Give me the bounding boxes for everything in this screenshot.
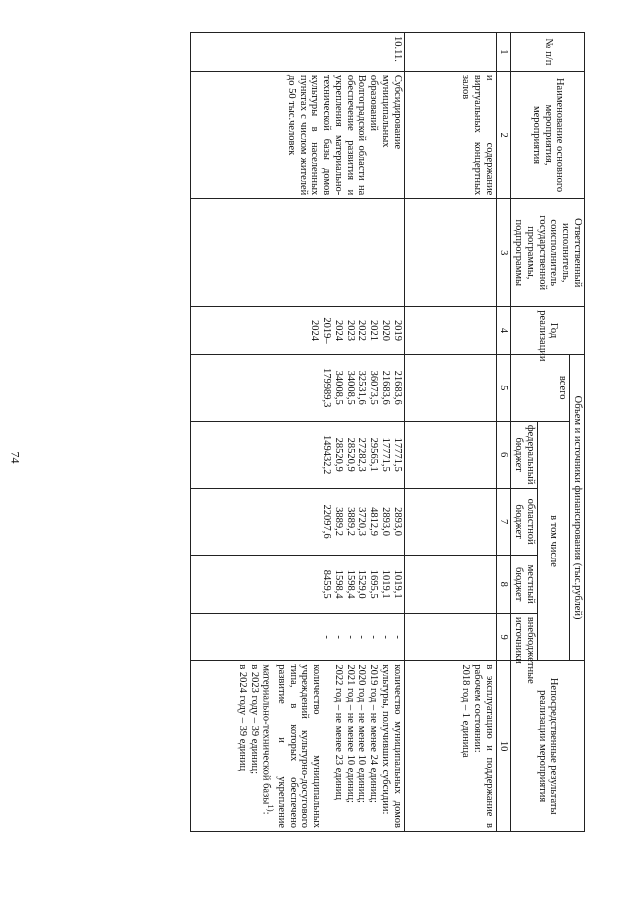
cont-result: в эксплуатацию и поддержание в рабочем состоянии: 2018 год – 1 единица (404, 661, 496, 832)
cont-number (404, 33, 496, 72)
header-including: в том числе (538, 421, 570, 661)
result-1-year: 2022 год – не менее 23 единиц (333, 664, 344, 801)
item-regional (190, 488, 404, 555)
value: 1019,1 (391, 569, 403, 599)
value: 27282,3 (356, 437, 368, 472)
value: - (391, 635, 403, 639)
year: 2024 (333, 319, 344, 341)
value: 3720,3 (356, 507, 368, 537)
col-num: 5 (496, 354, 511, 421)
value: 1598,4 (333, 569, 344, 599)
item-number: 10.11. (190, 33, 404, 72)
header-local: местный бюджет (511, 555, 538, 613)
header-year: Год реализации (511, 307, 585, 355)
value: 28520,9 (333, 437, 344, 472)
item-local (190, 555, 404, 613)
item-executor (190, 199, 404, 307)
col-num: 8 (496, 555, 511, 613)
col-num: 6 (496, 421, 511, 488)
header-funding: Объем и источники финансирования (тыс.рублей) (570, 354, 585, 661)
value: - (368, 635, 380, 639)
col-num: 9 (496, 613, 511, 661)
value: 1598,4 (344, 569, 356, 599)
cont-total (404, 354, 496, 421)
year: 2023 (344, 319, 356, 341)
value: 1695,5 (368, 569, 380, 599)
item-years (190, 307, 404, 355)
cont-regional (404, 488, 496, 555)
value: 1019,1 (380, 569, 391, 599)
cont-federal (404, 421, 496, 488)
value: 2893,0 (380, 507, 391, 537)
cont-local (404, 555, 496, 613)
year: 2020 (380, 319, 391, 341)
year: 2022 (356, 319, 368, 341)
result-2: количество муниципальных учреждений культурно-досугового типа, в которых обеспечено развитие и укрепление материально-технической базы$^{1)}$: (260, 664, 323, 828)
footnote-mark: 1) (266, 804, 277, 812)
cont-extra (404, 613, 496, 661)
year: 2021 (368, 319, 380, 341)
header-total: всего (511, 354, 570, 421)
item-extra (190, 613, 404, 661)
page-number: 74 (8, 451, 23, 464)
continuation-row (404, 33, 496, 832)
value: 21683,6 (380, 370, 391, 405)
col-num: 1 (496, 33, 511, 72)
header-number: № п/п (511, 33, 585, 72)
value: - (344, 635, 356, 639)
result-1-year: 2019 год – не менее 24 единиц; (368, 664, 380, 803)
value: - (356, 635, 368, 639)
item-total (190, 354, 404, 421)
col-num: 3 (496, 199, 511, 307)
column-number-row (496, 33, 511, 832)
value: 17771,5 (391, 437, 403, 472)
value: 2893,0 (391, 507, 403, 537)
cont-name: и содержание виртуальных концертных залов (404, 71, 496, 198)
header-row-1 (570, 33, 585, 832)
value: 17771,5 (380, 437, 391, 472)
result-1-year: 2020 год – не менее 10 единиц; (356, 664, 368, 803)
cont-year (404, 307, 496, 355)
header-name: Наименование основного мероприятия, мероприятия (511, 71, 585, 198)
value: 179989,3 (321, 368, 333, 408)
item-federal (190, 421, 404, 488)
value: 8459,5 (321, 569, 333, 599)
year: 2019 (391, 319, 403, 341)
value: 149432,2 (321, 434, 333, 475)
header-federal: федеральный бюджет (511, 421, 538, 488)
header-result: Непосредственные результаты реализации мероприятия (511, 661, 585, 832)
header-regional: областной бюджет (511, 488, 538, 555)
value: - (321, 635, 333, 639)
value: 1529,0 (356, 569, 368, 599)
value: 3889,2 (344, 507, 356, 537)
result-1-year: 2021 год – не менее 10 единиц; (344, 664, 356, 803)
year: 2019–2024 (309, 317, 333, 344)
result-2-year: в 2024 году – 39 единиц (237, 664, 249, 772)
col-num: 2 (496, 71, 511, 198)
value: 36073,5 (368, 370, 380, 405)
item-result (190, 661, 404, 832)
col-num: 7 (496, 488, 511, 555)
value: - (380, 635, 391, 639)
item-name: Субсидирование муниципальных образований Волгоградской области на обеспечение развития и укрепления материально-технической базы домов культуры в населенных пунктах с числом жителей до 50 тыс.человек (190, 71, 404, 198)
program-table (190, 32, 585, 832)
value: 3889,2 (333, 507, 344, 537)
result-2-text: количество муниципальных учреждений культурно-досугового типа, в которых обеспечено развитие и укрепление материально-технической базы (260, 664, 323, 828)
value: 22097,6 (321, 504, 333, 539)
value: 4812,9 (368, 507, 380, 537)
value: - (333, 635, 344, 639)
header-executor: Ответственный исполнитель, соисполнитель государственной программы, подпрограммы (511, 199, 585, 307)
value: 21683,6 (391, 370, 403, 405)
item-row (190, 33, 404, 832)
cont-executor (404, 199, 496, 307)
value: 32531,6 (356, 370, 368, 405)
col-num: 4 (496, 307, 511, 355)
value: 29565,1 (368, 437, 380, 472)
col-num: 10 (496, 661, 511, 832)
value: 34008,5 (344, 370, 356, 405)
value: 28520,9 (344, 437, 356, 472)
value: 34008,5 (333, 370, 344, 405)
result-2-year: в 2023 году – 39 единиц; (249, 664, 260, 775)
header-extra: внебюджетные источники (511, 613, 538, 661)
result-1: количество муниципальных домов культуры, получивших субсидии: (380, 664, 403, 828)
